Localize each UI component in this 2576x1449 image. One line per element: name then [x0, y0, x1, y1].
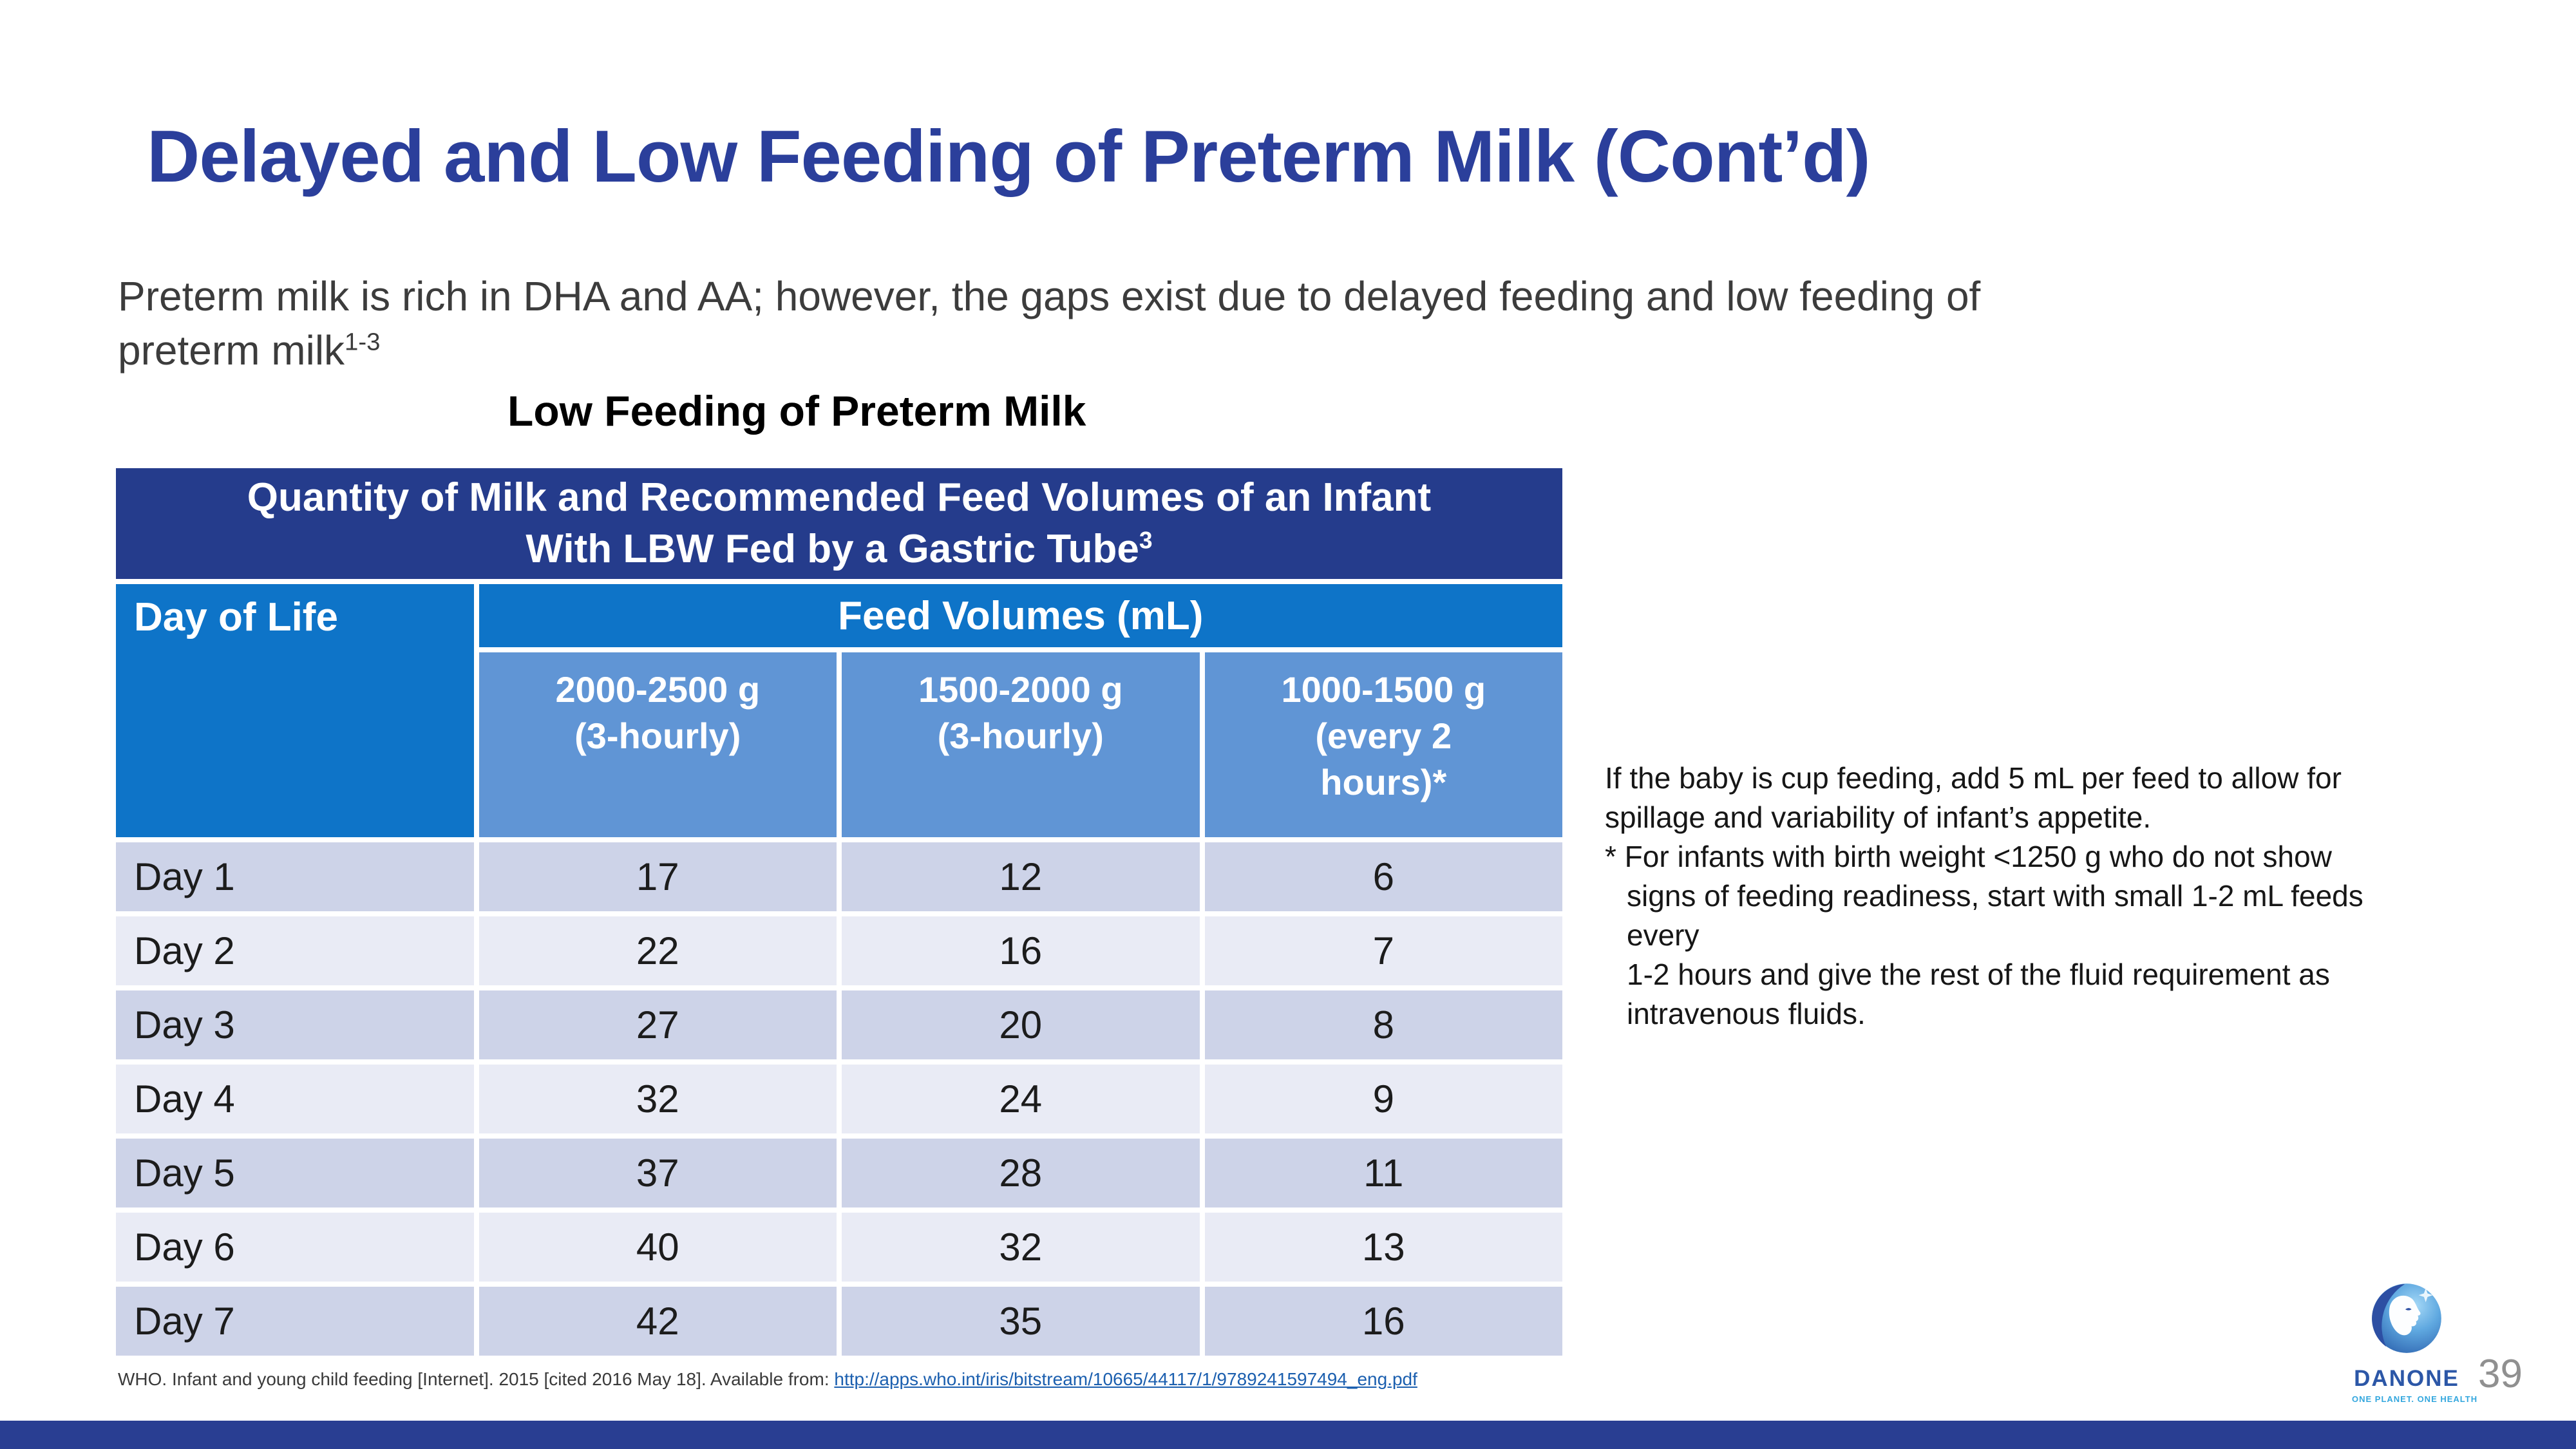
column-header-day-of-life: Day of Life: [116, 584, 474, 837]
table-row: [116, 1139, 1562, 1208]
table-cell: 13: [1205, 1213, 1563, 1282]
table-cell: 35: [842, 1287, 1200, 1356]
row-day-label: Day 7: [116, 1287, 474, 1356]
column-header-1500-2000g: 1500-2000 g (3-hourly): [842, 652, 1200, 837]
table-cell: 16: [842, 916, 1200, 985]
table-cell: 9: [1205, 1065, 1563, 1133]
table-cell: 32: [842, 1213, 1200, 1282]
citation-text: WHO. Infant and young child feeding [Internet]. 2015 [cited 2016 May 18]. Available from:: [118, 1369, 835, 1389]
side-note: [1605, 759, 2506, 1034]
table-cell: 40: [479, 1213, 837, 1282]
feed-volumes-table: [111, 463, 1567, 1361]
column-header-1000-1500g: 1000-1500 g (every 2 hours)*: [1205, 652, 1563, 837]
section-title: Low Feeding of Preterm Milk: [507, 387, 1086, 435]
side-note-line: spillage and variability of infant’s appetite.: [1605, 800, 2152, 834]
table-title-line1: Quantity of Milk and Recommended Feed Volumes of an Infant: [247, 475, 1432, 520]
subtitle: [118, 269, 2410, 377]
subtitle-line1: Preterm milk is rich in DHA and AA; however, the gaps exist due to delayed feeding and low feeding of: [118, 273, 1981, 319]
table-cell: 24: [842, 1065, 1200, 1133]
table-cell: 20: [842, 990, 1200, 1059]
table-title-row: [116, 468, 1562, 579]
table-cell: 42: [479, 1287, 837, 1356]
table-cell: 11: [1205, 1139, 1563, 1208]
side-note-line: * For infants with birth weight <1250 g who do not show: [1605, 840, 2332, 873]
table-row: [116, 842, 1562, 911]
side-note-line: 1-2 hours and give the rest of the fluid requirement as: [1627, 958, 2330, 991]
subtitle-superscript: 1-3: [345, 328, 381, 356]
row-day-label: Day 6: [116, 1213, 474, 1282]
table-cell: 12: [842, 842, 1200, 911]
table-cell: 7: [1205, 916, 1563, 985]
table-row: [116, 916, 1562, 985]
row-day-label: Day 4: [116, 1065, 474, 1133]
citation-link[interactable]: http://apps.who.int/iris/bitstream/10665/44117/1/9789241597494_eng.pdf: [834, 1369, 1417, 1389]
row-day-label: Day 5: [116, 1139, 474, 1208]
danone-globe-icon: [2362, 1274, 2451, 1363]
table-row: [116, 1213, 1562, 1282]
table-cell: 17: [479, 842, 837, 911]
table-cell: 27: [479, 990, 837, 1059]
table-title: [116, 468, 1562, 579]
side-note-line: intravenous fluids.: [1627, 997, 1866, 1030]
side-note-line: signs of feeding readiness, start with small 1-2 mL feeds: [1627, 879, 2363, 913]
table-row: [116, 1287, 1562, 1356]
table-cell: 32: [479, 1065, 837, 1133]
side-note-line: every: [1627, 918, 1700, 952]
column-header-2000-2500g: 2000-2500 g (3-hourly): [479, 652, 837, 837]
table-cell: 22: [479, 916, 837, 985]
table-cell: 16: [1205, 1287, 1563, 1356]
danone-logo: [2352, 1274, 2478, 1404]
page-title: Delayed and Low Feeding of Preterm Milk (Cont’d): [147, 116, 1870, 198]
table-cell: 37: [479, 1139, 837, 1208]
table-cell: 28: [842, 1139, 1200, 1208]
row-day-label: Day 3: [116, 990, 474, 1059]
page-number: 39: [2478, 1352, 2523, 1396]
column-group-header-feed-volumes: Feed Volumes (mL): [479, 584, 1563, 647]
danone-tagline: ONE PLANET. ONE HEALTH: [2352, 1394, 2478, 1404]
bottom-bar: [0, 1421, 2576, 1449]
table-title-superscript: 3: [1139, 526, 1153, 554]
subtitle-line2: preterm milk: [118, 327, 345, 374]
side-note-line: If the baby is cup feeding, add 5 mL per feed to allow for: [1605, 761, 2342, 795]
table-title-line2: With LBW Fed by a Gastric Tube: [526, 527, 1139, 571]
table-group-header-row: [116, 584, 1562, 647]
row-day-label: Day 1: [116, 842, 474, 911]
danone-wordmark: DANONE: [2354, 1366, 2459, 1391]
citation: [118, 1369, 2307, 1390]
table-row: [116, 1065, 1562, 1133]
table-cell: 8: [1205, 990, 1563, 1059]
table-row: [116, 990, 1562, 1059]
row-day-label: Day 2: [116, 916, 474, 985]
table-cell: 6: [1205, 842, 1563, 911]
